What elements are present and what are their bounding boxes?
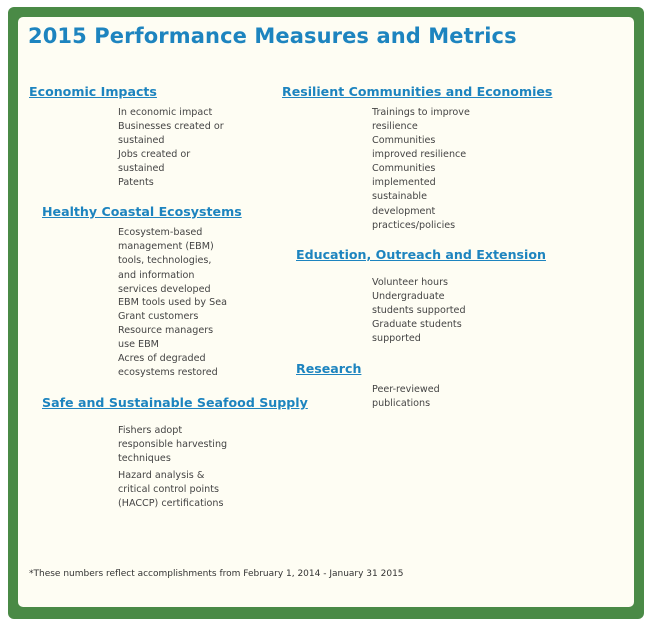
metric-label: Fishers adopt responsible harvesting techniques xyxy=(118,425,228,465)
metric-label: In economic impact xyxy=(118,107,213,118)
metric-label: Resource managers use EBM xyxy=(118,325,214,351)
metric-label: Patents xyxy=(118,177,154,188)
metric-label: Volunteer hours xyxy=(372,277,449,288)
metric-label: Acres of degraded ecosystems restored xyxy=(118,353,218,379)
heading-resilient-communities: Resilient Communities and Economies xyxy=(282,84,553,99)
metric-label: Graduate students supported xyxy=(372,319,462,345)
metric-label: Hazard analysis & critical control points (HACCP) certifications xyxy=(118,470,224,510)
heading-research: Research xyxy=(296,361,362,376)
heading-economic-impacts: Economic Impacts xyxy=(29,84,157,99)
footnote: *These numbers reflect accomplishments from February 1, 2014 - January 31 2015 xyxy=(29,569,404,579)
content-panel xyxy=(18,17,634,607)
metric-label: EBM tools used by Sea Grant customers xyxy=(118,297,227,323)
page-title: 2015 Performance Measures and Metrics xyxy=(28,24,517,48)
heading-safe-seafood-supply: Safe and Sustainable Seafood Supply xyxy=(42,395,308,410)
metric-label: Communities improved resilience xyxy=(372,135,467,161)
metric-label: Jobs created or sustained xyxy=(118,149,191,175)
metric-label: Communities implemented sustainable development practices/policies xyxy=(372,163,456,231)
metric-label: Trainings to improve resilience xyxy=(372,107,470,133)
heading-healthy-coastal-ecosystems: Healthy Coastal Ecosystems xyxy=(42,204,242,219)
metric-label: Undergraduate students supported xyxy=(372,291,466,317)
metric-label: Peer-reviewed publications xyxy=(372,384,440,410)
metric-label: Ecosystem-based management (EBM) tools, technologies, and information services developed xyxy=(118,227,214,295)
heading-education-outreach: Education, Outreach and Extension xyxy=(296,247,546,262)
metric-label: Businesses created or sustained xyxy=(118,121,224,147)
